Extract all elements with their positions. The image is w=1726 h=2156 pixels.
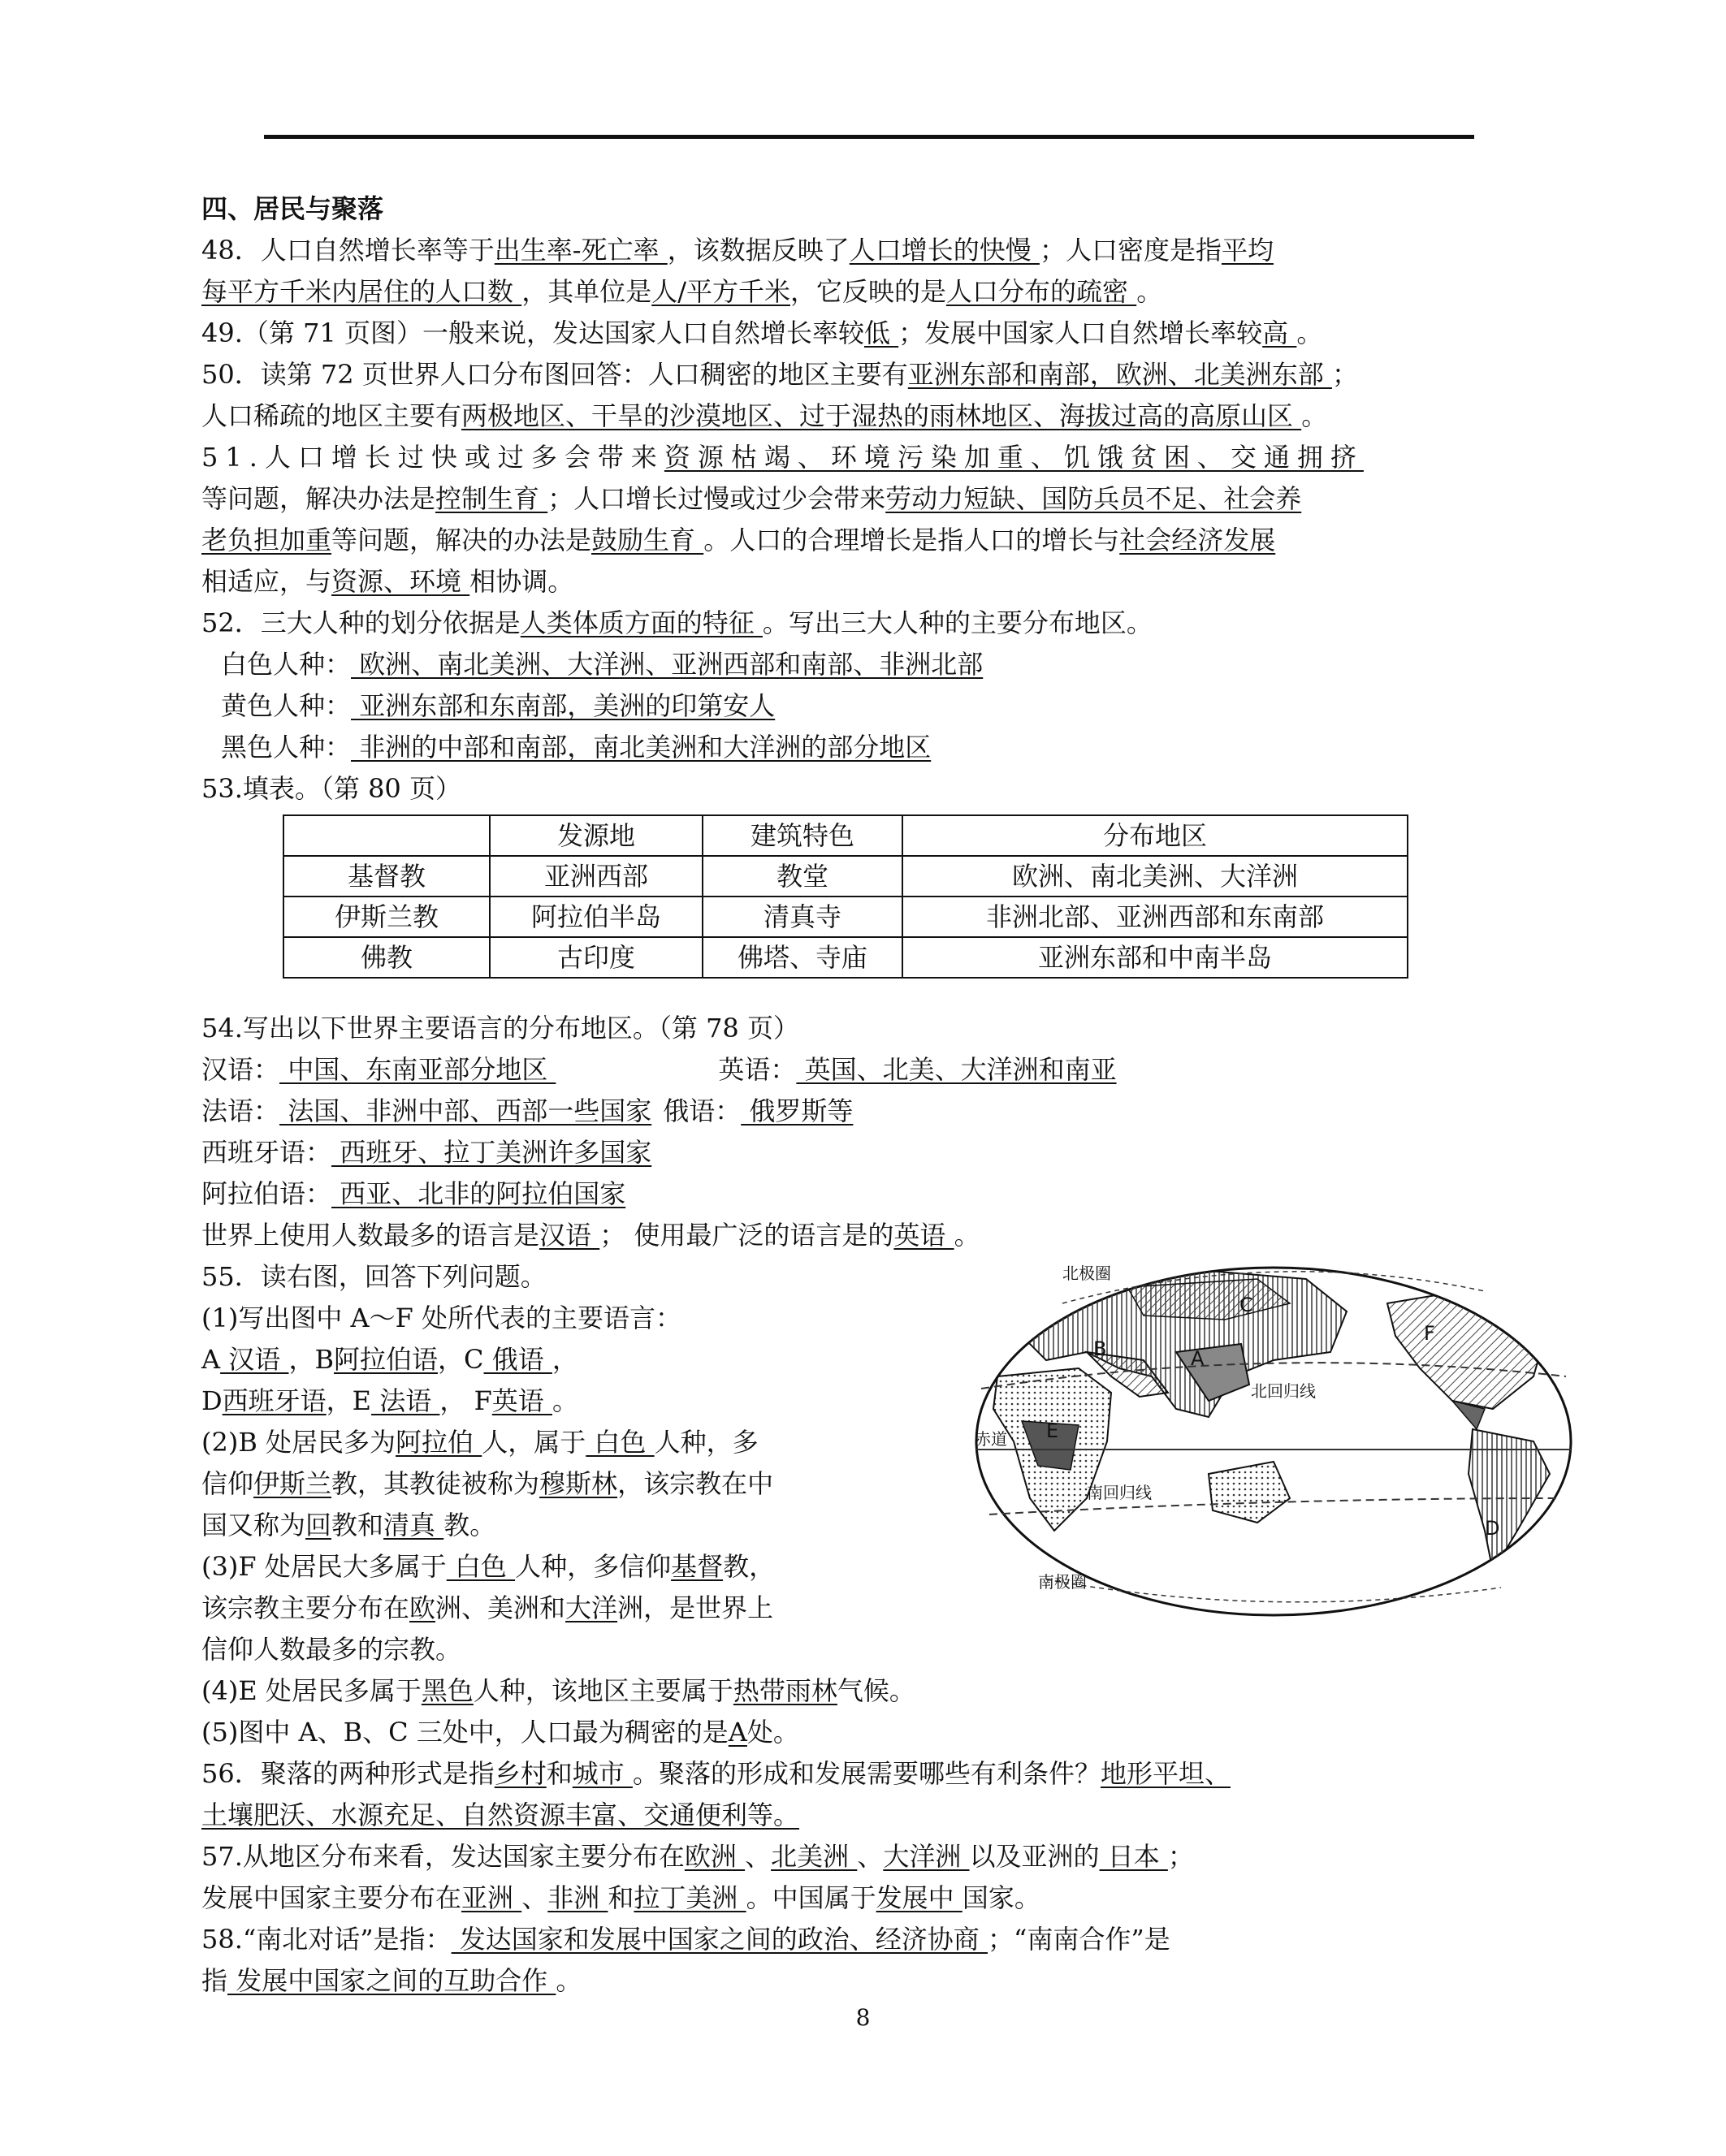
q55-text: (3)F 处居民大多属于 [201,1551,447,1582]
q55-text: (4)E 处居民多属于 [201,1675,422,1706]
q57-text: 发展中国家主要分布在 [201,1882,462,1913]
q55-text: 国又称为 [201,1510,306,1540]
q48-text: ，它反映的是 [790,276,947,307]
q51-text: 相适应，与 [201,566,332,597]
q48-answer: 出生率-死亡率 [494,235,668,266]
q57-line2 [201,1877,1550,1919]
q50-text: ； [1331,359,1358,390]
q55-text: 洲、美洲和 [435,1592,566,1623]
spanish-answer: 西班牙、拉丁美洲许多国家 [331,1137,652,1168]
q55-text: 教，其教徒被称为 [331,1468,540,1499]
q56-text: 。聚落的形成和发展需要哪些有利条件？ [632,1758,1101,1789]
q55-text: ， [552,1344,578,1375]
q57-line1 [201,1836,1550,1877]
q51-answer: 资源枯竭、环境污染加重、饥饿贫困、交通拥挤 [664,442,1364,473]
q52-yellow [201,685,1550,727]
q55-text: 处。 [746,1717,799,1748]
q55-text: ， F [439,1385,492,1416]
q49-line [201,313,1550,354]
q55-answer: 阿拉伯语 [334,1344,439,1375]
map-letter-d: D [1485,1517,1500,1540]
table-cell: 欧洲、南北美洲、大洋洲 [902,856,1408,897]
table-cell: 亚洲西部 [490,856,703,897]
q58-text: 指 [201,1965,228,1996]
q56-answer: 城市 [572,1758,633,1789]
header-rule [264,135,1474,139]
q52-text: 52．三大人种的划分依据是 [201,607,521,638]
q51-answer: 劳动力短缺、国防兵员不足、社会养 [885,483,1302,514]
q55-answer: 白色 [586,1427,655,1458]
worksheet-content [201,188,1550,2002]
q55-answer: 回 [305,1510,332,1540]
q54-answer: 英语 [893,1220,954,1251]
q55-text: 人，属于 [482,1427,586,1458]
q51-answer: 社会经济发展 [1119,525,1276,555]
q54-line3 [201,1132,1550,1173]
table-cell: 阿拉伯半岛 [490,897,703,937]
q58-line2 [201,1960,1550,2002]
q54-line4 [201,1173,1550,1215]
q48-text: 48．人口自然增长率等于 [201,235,495,266]
table-row [283,856,1408,897]
q49-text: 49.（第 71 页图）一般来说，发达国家人口自然增长率较 [201,318,864,348]
q55-text: ，该宗教在中 [617,1468,774,1499]
q51-answer: 老负担加重 [201,525,332,555]
q48-answer: 人口增长的快慢 [849,235,1040,266]
q50-text: 50．读第 72 页世界人口分布图回答：人口稠密的地区主要有 [201,359,908,390]
q57-text: 57.从地区分布来看，发达国家主要分布在 [201,1841,685,1872]
table-row [283,937,1408,978]
q55-text: 人种，多 [654,1427,759,1458]
q48-text: ；人口密度是指 [1039,235,1222,266]
q57-text: 国家。 [962,1882,1040,1913]
table-cell: 清真寺 [703,897,902,937]
q55-intro: 55．读右图，回答下列问题。 [201,1261,547,1292]
q54-line2 [201,1091,1550,1132]
q57-text: 和 [608,1882,634,1913]
q57-text: 、 [521,1882,548,1913]
q57-answer: 大洋洲 [883,1841,970,1872]
q58-line1 [201,1919,1550,1960]
q54-text: ； 使用最广泛的语言是的 [599,1220,894,1251]
equator-label: 赤道 [975,1429,1007,1449]
q57-answer: 日本 [1099,1841,1168,1872]
q51-text: 等问题，解决的办法是 [331,525,592,555]
q51-line3 [201,520,1550,561]
q57-text: 、 [745,1841,772,1872]
q48-text: 。 [1136,276,1163,307]
spanish-label: 西班牙语： [201,1137,332,1168]
q52-white [201,644,1550,685]
map-letter-c: C [1239,1294,1253,1316]
q55-text: 人种，多信仰 [515,1551,672,1582]
map-letter-e: E [1046,1419,1059,1442]
q50-answer: 亚洲东部和南部，欧洲、北美洲东部 [907,359,1332,390]
q55-text: ，E [326,1385,372,1416]
q49-text: 。 [1296,318,1323,348]
q58-text: 58.“南北对话”是指： [201,1924,452,1955]
french-answer: 法国、非洲中部、西部一些国家 [279,1095,652,1126]
q55-text: (2)B 处居民多为 [201,1427,396,1458]
q50-text: 人口稀疏的地区主要有 [201,400,462,431]
english-label: 英语： [718,1054,797,1085]
black-race-answer: 非洲的中部和南部，南北美洲和大洋洲的部分地区 [351,732,932,763]
q54-answer: 汉语 [539,1220,600,1251]
q52-intro [201,603,1550,644]
religion-table [283,814,1408,979]
white-race-answer: 欧洲、南北美洲、大洋洲、亚洲西部和南部、非洲北部 [351,649,984,680]
q57-text: ； [1167,1841,1194,1872]
table-cell: 古印度 [490,937,703,978]
q55-answer: 热带雨林 [733,1675,837,1706]
q54-summary [201,1215,1550,1256]
q55-answer: 白色 [446,1551,516,1582]
table-header-cell [283,815,490,856]
q51-text: 相协调。 [469,566,574,597]
q55-text: (5)图中 A、B、C 三处中，人口最为稠密的是 [201,1717,729,1748]
russian-answer: 俄罗斯等 [741,1095,854,1126]
map-figure [965,1255,1582,1628]
q56-text: 56．聚落的两种形式是指 [201,1758,495,1789]
table-header-cell: 分布地区 [902,815,1408,856]
q58-answer: 发展中国家之间的互助合作 [227,1965,556,1996]
q56-answer: 乡村 [494,1758,547,1789]
table-cell: 教堂 [703,856,902,897]
q54-text: 。 [954,1220,980,1251]
q48-text: ，其单位是 [521,276,652,307]
french-label: 法语： [201,1095,280,1126]
q49-answer: 低 [863,318,899,348]
q58-text: 。 [556,1965,582,1996]
q56-text: 和 [546,1758,573,1789]
q50-line1 [201,354,1550,395]
world-language-map [965,1255,1582,1628]
q57-text: 以及亚洲的 [969,1841,1100,1872]
map-letter-f: F [1424,1322,1435,1345]
q52-answer: 人类体质方面的特征 [520,607,763,638]
q51-answer: 资源、环境 [331,566,470,597]
q55-p1-title: (1)写出图中 A～F 处所代表的主要语言： [201,1303,681,1333]
q57-text: 、 [857,1841,884,1872]
q48-answer: 平均 [1221,235,1274,266]
q55-text: 该宗教主要分布在 [201,1592,410,1623]
page-number: 8 [855,2004,871,2031]
arabic-label: 阿拉伯语： [201,1178,332,1209]
table-cell: 伊斯兰教 [283,897,490,937]
q48-answer: 人/平方千米 [651,276,790,307]
q56-line2 [201,1795,1550,1836]
map-letter-b: B [1093,1337,1107,1360]
q48-text: ，该数据反映了 [667,235,850,266]
q55-text: 教和 [331,1510,384,1540]
q55-answer: 伊斯兰 [253,1468,332,1499]
q52-black [201,727,1550,768]
table-header-cell: 建筑特色 [703,815,902,856]
tropic-of-capricorn-label: 南回归线 [1087,1483,1152,1502]
q55-answer: 西班牙语 [222,1385,327,1416]
table-cell: 非洲北部、亚洲西部和东南部 [902,897,1408,937]
q48-line2 [201,271,1550,313]
q50-answer: 两极地区、干旱的沙漠地区、过于湿热的雨林地区、海拔过高的高原山区 [461,400,1302,431]
q55-answer: 基督 [671,1551,724,1582]
q55-answer: 欧 [409,1592,436,1623]
q55-answer: 阿拉伯 [396,1427,482,1458]
table-cell: 佛教 [283,937,490,978]
q51-line2 [201,478,1550,520]
q54-title: 54.写出以下世界主要语言的分布地区。（第 78 页） [201,1013,799,1043]
q56-answer: 地形平坦、 [1100,1758,1231,1789]
section-title: 四、居民与聚落 [201,193,384,224]
q53-title: 53.填表。（第 80 页） [201,773,461,804]
table-header-row [283,815,1408,856]
q55-text: 气候。 [837,1675,915,1706]
chinese-answer: 中国、东南亚部分地区 [279,1054,556,1085]
q49-answer: 高 [1262,318,1297,348]
russian-label: 俄语： [663,1095,742,1126]
yellow-race-label: 黄色人种： [221,690,352,721]
q51-text: 等问题，解决办法是 [201,483,436,514]
q55-p3-line3: 信仰人数最多的宗教。 [201,1634,462,1665]
q55-answer: 黑色 [421,1675,474,1706]
q55-answer: 汉语 [220,1344,289,1375]
chinese-label: 汉语： [201,1054,280,1085]
q50-text: 。 [1301,400,1328,431]
q51-line4 [201,561,1550,603]
antarctic-circle-label: 南极圈 [1038,1572,1087,1592]
map-letter-a: A [1191,1347,1205,1370]
arctic-circle-label: 北极圈 [1062,1264,1111,1283]
q55-p4 [201,1670,1550,1712]
q55-answer: 英语 [491,1385,552,1416]
q55-answer: 清真 [383,1510,444,1540]
q55-answer: A [728,1717,747,1748]
english-answer: 英国、北美、大洋洲和南亚 [796,1054,1117,1085]
q55-text: 信仰 [201,1468,254,1499]
q57-answer: 发展中 [876,1882,962,1913]
q57-answer: 欧洲 [684,1841,746,1872]
table-cell: 佛塔、寺庙 [703,937,902,978]
q51-answer: 鼓励生育 [591,525,704,555]
q57-answer: 亚洲 [461,1882,522,1913]
q52-text: 。写出三大人种的主要分布地区。 [762,607,1153,638]
tropic-of-cancer-label: 北回归线 [1251,1381,1316,1401]
q55-answer: 穆斯林 [539,1468,618,1499]
q55-text: 。 [552,1385,578,1416]
q55-text: 教。 [443,1510,496,1540]
q49-text: ；发展中国家人口自然增长率较 [898,318,1263,348]
q58-answer: 发达国家和发展中国家之间的政治、经济协商 [451,1924,988,1955]
q48-line1 [201,230,1550,271]
q51-line1 [201,437,1550,478]
black-race-label: 黑色人种： [221,732,352,763]
q55-text: 教， [723,1551,776,1582]
q57-text: 。中国属于 [746,1882,876,1913]
q55-text: D [201,1385,223,1416]
q50-line2 [201,395,1550,437]
q57-answer: 拉丁美洲 [634,1882,746,1913]
q57-answer: 非洲 [547,1882,608,1913]
q48-answer: 人口分布的疏密 [946,276,1137,307]
q55-answer: 法语 [371,1385,440,1416]
arabic-answer: 西亚、北非的阿拉伯国家 [331,1178,626,1209]
q51-text: ；人口增长过慢或过少会带来 [547,483,886,514]
table-cell: 基督教 [283,856,490,897]
yellow-race-answer: 亚洲东部和东南部，美洲的印第安人 [351,690,776,721]
q55-answer: 大洋 [565,1592,618,1623]
q55-text: ，B [288,1344,334,1375]
table-header-cell: 发源地 [490,815,703,856]
q55-p5 [201,1712,1550,1753]
q51-text: 。人口的合理增长是指人口的增长与 [703,525,1120,555]
q51-text: 51.人口增长过快或过多会带来 [201,442,664,473]
white-race-label: 白色人种： [221,649,352,680]
table-cell: 亚洲东部和中南半岛 [902,937,1408,978]
q54-text: 世界上使用人数最多的语言是 [201,1220,540,1251]
table-row [283,897,1408,937]
q55-text: ，C [438,1344,484,1375]
q57-answer: 北美洲 [771,1841,858,1872]
q58-text: ；“南南合作”是 [987,1924,1170,1955]
q54-line1 [201,1049,1550,1091]
q51-answer: 控制生育 [435,483,548,514]
q55-text: 人种，该地区主要属于 [473,1675,733,1706]
q55-answer: 俄语 [483,1344,552,1375]
q56-answer: 土壤肥沃、水源充足、自然资源丰富、交通便利等。 [201,1800,800,1830]
q48-answer: 每平方千米内居住的人口数 [201,276,522,307]
q55-text: 洲，是世界上 [617,1592,774,1623]
q55-text: A [201,1344,221,1375]
q56-line1 [201,1753,1550,1795]
